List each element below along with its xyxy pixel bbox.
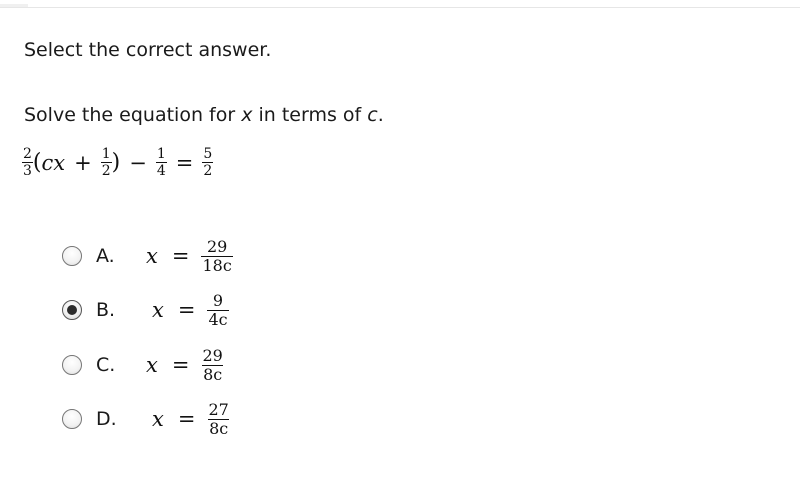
instruction-text: Select the correct answer. [24,39,272,61]
option-d-letter: D. [96,408,117,430]
option-c-var: x [146,353,158,377]
option-b-fraction [207,290,228,329]
equation-var-c: c [41,150,54,175]
option-d[interactable] [62,399,230,439]
option-d-expression [152,399,230,438]
option-a-var: x [146,244,158,268]
option-c-expression [146,345,224,384]
option-a-expression [146,236,233,275]
option-c-fraction [201,345,223,384]
option-d-var: x [152,407,164,431]
option-b-radio[interactable] [62,300,82,320]
option-b-denominator: 4c [208,309,228,329]
coefficient-numerator: 2 [23,146,32,162]
quarter-denominator: 4 [156,163,166,179]
option-b-equals: = [177,298,196,322]
option-d-fraction [207,399,229,438]
half-fraction [101,147,112,178]
option-a-fraction [201,236,232,275]
option-c-letter: C. [96,354,116,376]
option-a-denominator: 18c [202,255,232,275]
option-c[interactable] [62,345,224,385]
option-b-letter: B. [96,299,116,321]
coefficient-fraction [22,147,33,178]
option-d-equals: = [177,407,196,431]
quarter-fraction [156,147,167,178]
option-d-numerator: 27 [208,399,229,419]
question-var-x: x [241,104,253,126]
option-d-radio[interactable] [62,409,82,429]
equals-sign: = [175,150,194,175]
header-divider [0,7,800,8]
rhs-fraction [202,147,213,178]
half-denominator: 2 [101,163,111,179]
option-a-letter: A. [96,245,115,267]
equation-var-x: x [53,150,66,175]
rhs-numerator: 5 [203,146,213,162]
option-c-radio[interactable] [62,355,82,375]
option-c-numerator: 29 [202,345,223,365]
question-text [24,103,384,127]
option-d-denominator: 8c [209,418,229,438]
question-middle: in terms of [252,104,368,126]
question-var-c: c [367,104,378,126]
option-b-numerator: 9 [212,290,224,310]
equation [22,147,213,178]
option-a-equals: = [171,244,190,268]
coefficient-denominator: 3 [23,163,32,179]
quarter-numerator: 1 [156,146,166,162]
minus-sign: − [129,150,147,175]
question-suffix: . [377,104,384,126]
option-a-radio[interactable] [62,246,82,266]
open-paren: ( [32,150,42,175]
option-c-denominator: 8c [203,364,223,384]
plus-sign: + [74,150,92,175]
question-prefix: Solve the equation for [24,104,242,126]
option-a-numerator: 29 [206,236,228,256]
close-paren: ) [111,150,121,175]
half-numerator: 1 [101,146,111,162]
option-a[interactable] [62,236,233,276]
option-c-equals: = [171,353,190,377]
option-b-var: x [152,298,164,322]
option-b[interactable] [62,290,229,330]
rhs-denominator: 2 [203,163,213,179]
option-b-expression [152,290,229,329]
